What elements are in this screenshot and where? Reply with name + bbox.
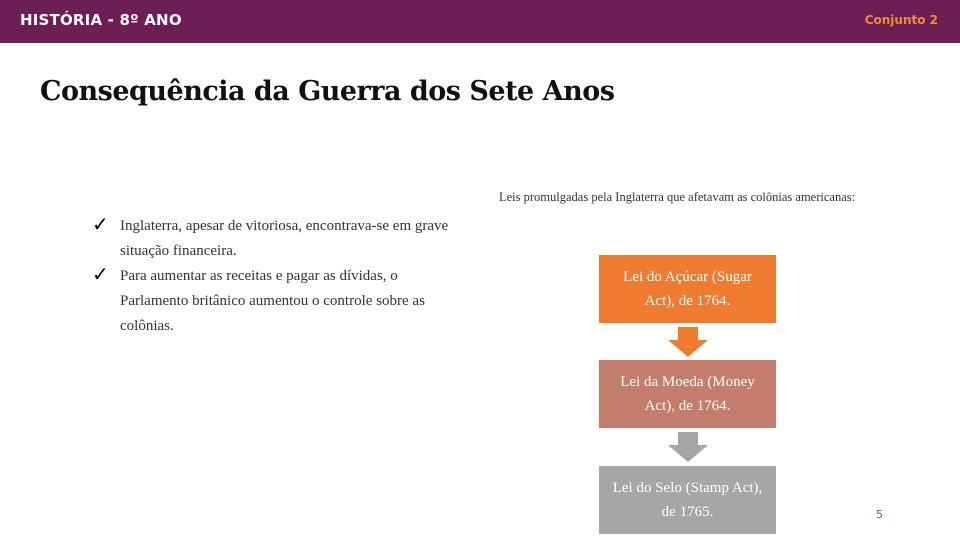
bullet-item	[92, 214, 452, 264]
law-line: Lei da Moeda (Money	[620, 374, 755, 390]
set-label: Conjunto 2	[864, 13, 938, 27]
bullet-list	[92, 214, 452, 339]
law-line: Lei do Selo (Stamp Act),	[612, 480, 763, 496]
header-bar	[0, 0, 960, 43]
laws-heading: Leis promulgadas pela Inglaterra que afetavam as colônias americanas:	[499, 190, 856, 204]
subject-label: HISTÓRIA - 8º ANO	[20, 11, 182, 29]
law-line: Lei do Açúcar (Sugar	[623, 269, 752, 285]
law-box-stamp-act	[599, 466, 776, 534]
law-line: Act), de 1764.	[644, 398, 731, 414]
bullet-text: Para aumentar as receitas e pagar as dívidas, o Parlamento britânico aumentou o controle sobre as colônias.	[120, 268, 425, 334]
down-arrow-icon	[668, 432, 708, 462]
law-box-money-act	[599, 360, 776, 428]
checkmark-icon: ✓	[92, 212, 109, 236]
bullet-text: Inglaterra, apesar de vitoriosa, encontrava-se em grave situação financeira.	[120, 218, 449, 259]
law-line: de 1765.	[661, 504, 714, 520]
bullet-item	[92, 264, 452, 339]
page-number: 5	[876, 508, 883, 521]
checkmark-icon: ✓	[92, 262, 109, 286]
law-line: Act), de 1764.	[644, 293, 731, 309]
slide-title: Consequência da Guerra dos Sete Anos	[40, 76, 615, 107]
down-arrow-icon	[668, 327, 708, 357]
law-box-sugar-act	[599, 255, 776, 323]
